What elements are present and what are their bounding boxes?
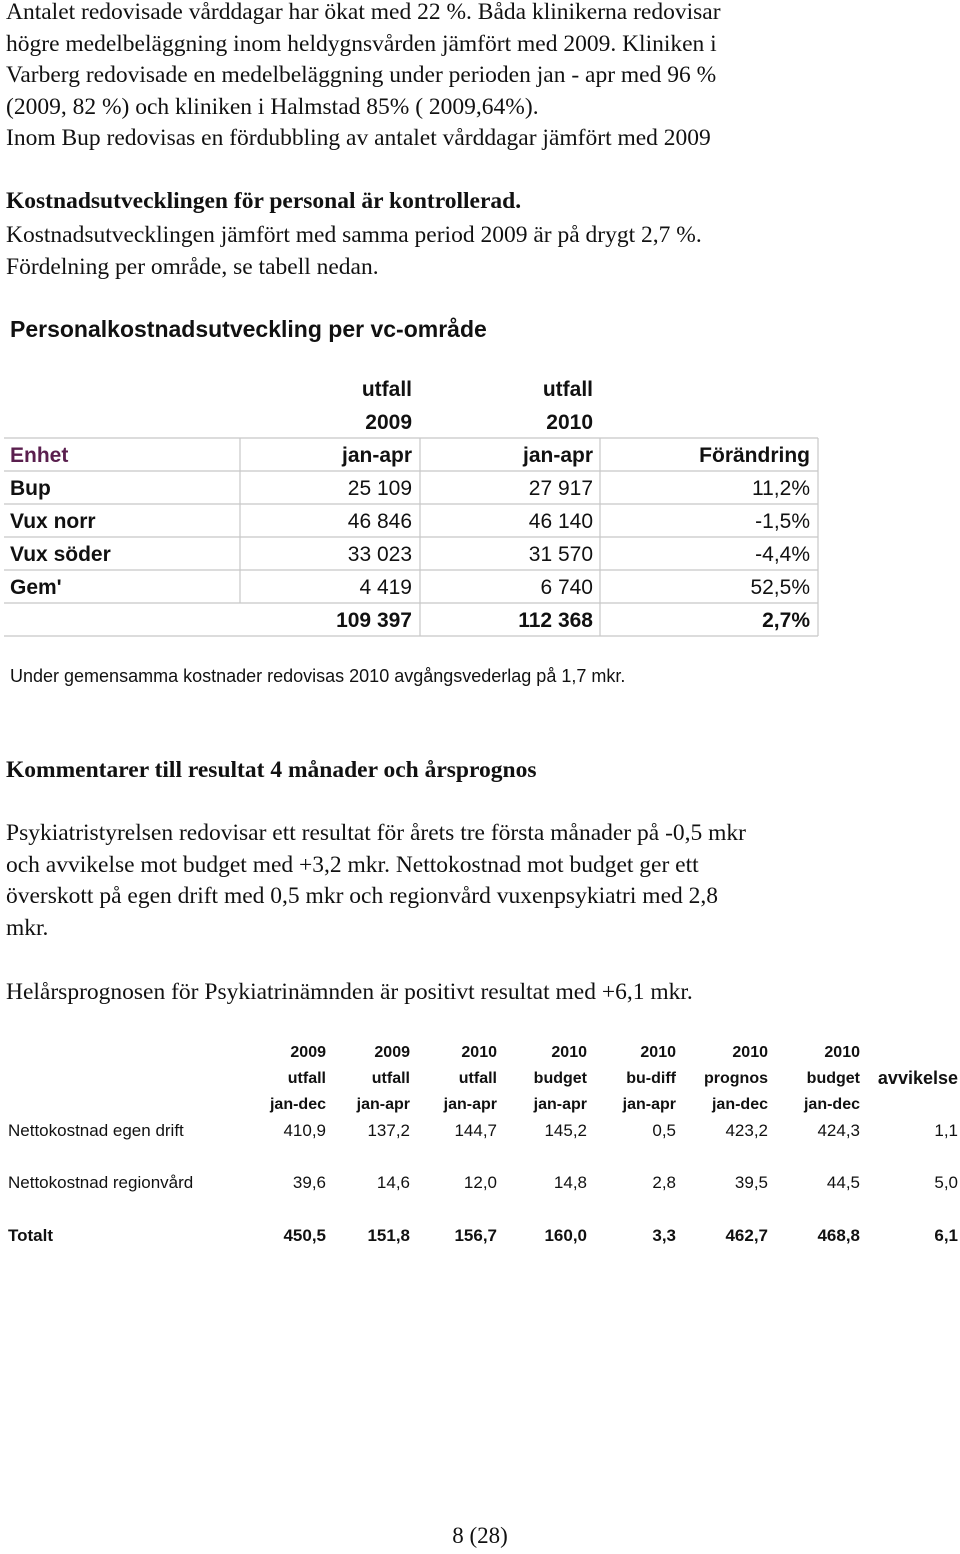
intro-line: Inom Bup redovisas en fördubbling av antalet vårddagar jämfört med 2009 xyxy=(6,125,711,151)
pk-header-change: Förändring xyxy=(699,444,810,467)
pk-header-utfall: utfall xyxy=(361,378,412,401)
table-cell: 14,8 xyxy=(553,1173,587,1192)
table-cell: 4 419 xyxy=(359,576,412,599)
nk-header-period: jan-dec xyxy=(269,1096,326,1113)
table-total-cell: 156,7 xyxy=(454,1226,497,1245)
nk-header-year: 2009 xyxy=(290,1044,326,1061)
nk-header-type: bu-diff xyxy=(626,1070,676,1087)
table-row-label: Nettokostnad regionvård xyxy=(8,1173,194,1192)
table-row-label: Vux söder xyxy=(10,543,111,566)
personnel-table-note: Under gemensamma kostnader redovisas 2010 avgångsvederlag på 1,7 mkr. xyxy=(10,666,626,686)
cost-heading: Kostnadsutvecklingen för personal är kontrollerad. xyxy=(6,188,522,214)
table-cell: 52,5% xyxy=(750,576,810,599)
table-cell: 39,5 xyxy=(734,1173,768,1192)
comments-line: och avvikelse mot budget med +3,2 mkr. Nettokostnad mot budget ger ett xyxy=(6,851,699,878)
comments-paragraph xyxy=(6,818,746,944)
comments-line: Psykiatristyrelsen redovisar ett resultat för årets tre första månader på -0,5 mkr xyxy=(6,820,746,846)
nk-header-year: 2010 xyxy=(732,1044,768,1061)
nk-header-type: utfall xyxy=(287,1070,326,1087)
table-cell: 423,2 xyxy=(725,1121,768,1140)
personnel-table-title: Personalkostnadsutveckling per vc-område xyxy=(10,316,487,342)
page-number: 8 (28) xyxy=(452,1523,508,1548)
table-cell: 27 917 xyxy=(528,477,593,500)
table-row-label: Gem' xyxy=(10,576,62,599)
pk-header-period: jan-apr xyxy=(522,444,593,467)
nk-header-year: 2010 xyxy=(461,1044,497,1061)
intro-line: Antalet redovisade vårddagar har ökat med 22 %. Båda klinikerna redovisar xyxy=(6,0,721,25)
table-total-cell: 160,0 xyxy=(544,1226,587,1245)
table-total-cell: 468,8 xyxy=(817,1226,860,1245)
table-total-cell: 450,5 xyxy=(283,1226,326,1245)
table-total-cell: 6,1 xyxy=(934,1226,958,1245)
nk-header-type: prognos xyxy=(704,1070,768,1087)
pk-header-year: 2010 xyxy=(546,411,593,434)
nk-header-year: 2009 xyxy=(374,1044,410,1061)
table-cell: 12,0 xyxy=(463,1173,497,1192)
nk-header-period: jan-apr xyxy=(622,1096,676,1113)
table-cell: 6 740 xyxy=(540,576,593,599)
intro-line: Varberg redovisade en medelbeläggning under perioden jan - apr med 96 % xyxy=(6,62,717,88)
nk-header-type: utfall xyxy=(371,1070,410,1087)
nk-header-period: jan-apr xyxy=(356,1096,410,1113)
comments-line: mkr. xyxy=(6,914,49,941)
table-cell: 33 023 xyxy=(347,543,412,566)
table-cell: 137,2 xyxy=(367,1121,410,1140)
nk-header-type: avvikelse xyxy=(877,1068,958,1088)
table-row-label: Nettokostnad egen drift xyxy=(8,1121,184,1140)
cost-line: Kostnadsutvecklingen jämfört med samma period 2009 är på drygt 2,7 %. xyxy=(6,222,702,248)
nk-header-period: jan-dec xyxy=(711,1096,768,1113)
table-cell: 46 846 xyxy=(347,510,412,533)
table-total-cell: 3,3 xyxy=(652,1226,676,1245)
table-row-label: Totalt xyxy=(8,1226,54,1245)
pk-header-year: 2009 xyxy=(365,411,412,434)
pk-header-utfall: utfall xyxy=(542,378,593,401)
nk-header-year: 2010 xyxy=(551,1044,587,1061)
table-cell: 39,6 xyxy=(292,1173,326,1192)
comments-line: överskott på egen drift med 0,5 mkr och regionvård vuxenpsykiatri med 2,8 xyxy=(6,883,718,909)
table-cell: 46 140 xyxy=(528,510,593,533)
table-total-cell: 462,7 xyxy=(725,1226,768,1245)
table-cell: 1,1 xyxy=(934,1121,958,1140)
table-cell: 2,8 xyxy=(652,1173,676,1192)
nk-header-period: jan-dec xyxy=(803,1096,860,1113)
table-cell: 14,6 xyxy=(376,1173,410,1192)
nk-header-year: 2010 xyxy=(824,1044,860,1061)
cost-line: Fördelning per område, se tabell nedan. xyxy=(6,253,379,280)
table-row-label: Bup xyxy=(10,477,51,500)
pk-header-period: jan-apr xyxy=(341,444,412,467)
table-cell: 44,5 xyxy=(826,1173,860,1192)
table-cell: -1,5% xyxy=(755,510,810,533)
table-total-cell: 112 368 xyxy=(518,609,593,632)
nk-header-period: jan-apr xyxy=(533,1096,587,1113)
table-cell: 145,2 xyxy=(544,1121,587,1140)
table-total-cell: 151,8 xyxy=(367,1226,410,1245)
table-cell: 11,2% xyxy=(752,477,810,500)
table-cell: 410,9 xyxy=(283,1121,326,1140)
forecast-statement: Helårsprognosen för Psykiatrinämnden är positivt resultat med +6,1 mkr. xyxy=(6,979,693,1005)
table-cell: 0,5 xyxy=(652,1121,676,1140)
pk-header-enhet: Enhet xyxy=(10,444,69,467)
comments-heading: Kommentarer till resultat 4 månader och årsprognos xyxy=(6,757,537,783)
table-cell: -4,4% xyxy=(755,543,810,566)
table-cell: 144,7 xyxy=(454,1121,497,1140)
table-total-cell: 2,7% xyxy=(762,609,810,632)
table-cell: 424,3 xyxy=(817,1121,860,1140)
intro-line: (2009, 82 %) och kliniken i Halmstad 85% ( 2009,64%). xyxy=(6,93,539,120)
intro-paragraph xyxy=(6,0,721,155)
table-total-cell: 109 397 xyxy=(336,609,412,632)
nk-header-type: budget xyxy=(533,1070,587,1087)
cost-paragraph xyxy=(6,220,702,283)
intro-line: högre medelbeläggning inom heldygnsvården jämfört med 2009. Kliniken i xyxy=(6,30,717,57)
table-cell: 5,0 xyxy=(934,1173,958,1192)
table-cell: 31 570 xyxy=(528,543,593,566)
nk-header-type: utfall xyxy=(458,1070,497,1087)
table-row-label: Vux norr xyxy=(10,510,96,533)
nk-header-year: 2010 xyxy=(640,1044,676,1061)
table-cell: 25 109 xyxy=(347,477,412,500)
nk-header-period: jan-apr xyxy=(443,1096,497,1113)
nk-header-type: budget xyxy=(806,1070,860,1087)
